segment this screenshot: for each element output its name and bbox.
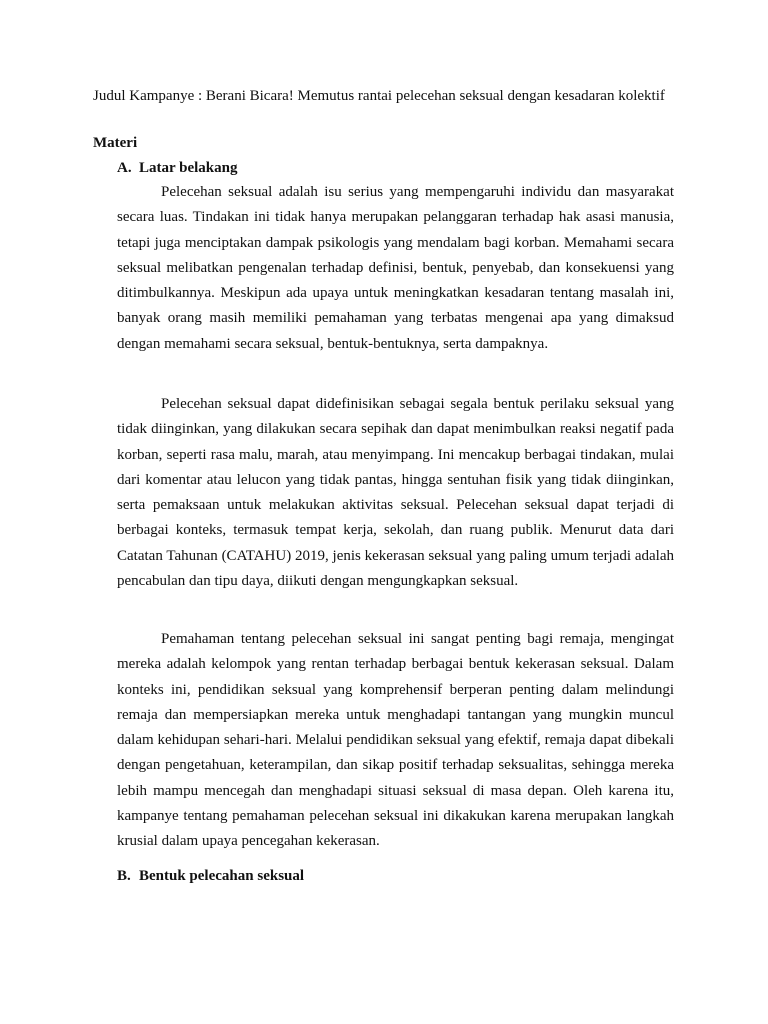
subsection-title-b: Bentuk pelecahan seksual bbox=[139, 868, 305, 884]
section-heading-materi: Materi bbox=[93, 135, 138, 151]
paragraph-2: Pelecehan seksual dapat didefinisikan sebagai segala bentuk perilaku seksual yang tidak diinginkan, yang dilakukan secara sepihak dan dapat menimbulkan reaksi negatif pada korban, seperti rasa malu, marah, atau menyimpang. Ini mencakup berbagai tindakan, mulai dari komentar atau lelucon yang tidak pantas, hingga sentuhan fisik yang tidak diinginkan, serta pemaksaan untuk melakukan aktivitas seksual. Pelecehan seksual dapat terjadi di berbagai konteks, termasuk tempat kerja, sekolah, dan ruang publik. Menurut data dari Catatan Tahunan (CATAHU) 2019, jenis kekerasan seksual yang paling umum terjadi adalah pencabulan dan tipu daya, diikuti dengan mengungkapkan seksual. bbox=[117, 396, 674, 590]
paragraph-3: Pemahaman tentang pelecehan seksual ini sangat penting bagi remaja, mengingat mereka adalah kelompok yang rentan terhadap berbagai bentuk kekerasan seksual. Dalam konteks ini, pendidikan seksual yang komprehensif berperan penting dalam melindungi remaja dan mempersiapkan mereka untuk menghadapi tantangan yang mungkin muncul dalam kehidupan sehari-hari. Melalui pendidikan seksual yang efektif, remaja dapat dibekali dengan pengetahuan, keterampilan, dan sikap positif terhadap seksualitas, sehingga mereka lebih mampu mencegah dan menghadapi situasi seksual di masa depan. Oleh karena itu, kampanye tentang pemahaman pelecehan seksual ini dikakukan karena merupakan langkah krusial dalam upaya pencegahan kekerasan. bbox=[117, 631, 674, 850]
campaign-title: Judul Kampanye : Berani Bicara! Memutus rantai pelecehan seksual dengan kesadaran kolektif bbox=[93, 88, 665, 104]
subsection-title-a: Latar belakang bbox=[139, 160, 238, 176]
subsection-letter-a: A. bbox=[117, 160, 132, 176]
subsection-letter-b: B. bbox=[117, 868, 131, 884]
subsection-heading-a bbox=[117, 159, 238, 177]
paragraph-1: Pelecehan seksual adalah isu serius yang mempengaruhi individu dan masyarakat secara luas. Tindakan ini tidak hanya merupakan pelanggaran terhadap hak asasi manusia, tetapi juga menciptakan dampak psikologis yang mendalam bagi korban. Memahami secara seksual melibatkan pengenalan terhadap definisi, bentuk, penyebab, dan konsekuensi yang ditimbulkannya. Meskipun ada upaya untuk meningkatkan kesadaran tentang masalah ini, banyak orang masih memiliki pemahaman yang terbatas mengenai apa yang dimaksud dengan memahami secara seksual, bentuk-bentuknya, serta dampaknya. bbox=[117, 184, 674, 352]
subsection-heading-b bbox=[117, 867, 304, 885]
